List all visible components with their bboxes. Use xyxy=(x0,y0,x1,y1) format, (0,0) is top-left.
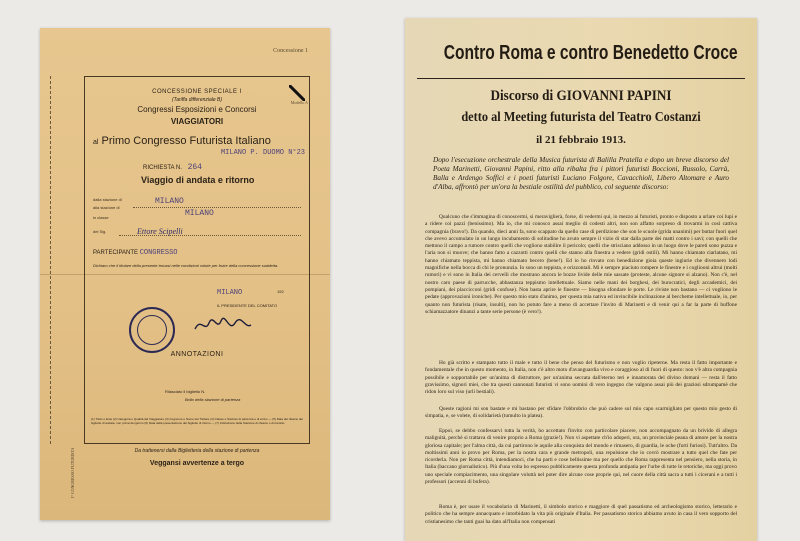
speech-author: Discorso di GIOVANNI PAPINI xyxy=(490,88,672,104)
issue-year: 192 xyxy=(277,289,284,294)
right-document-manifesto xyxy=(405,18,757,541)
speech-venue: detto al Meeting futurista del Teatro Costanzi xyxy=(461,110,701,125)
corner-code: Concessione 1 xyxy=(273,48,308,54)
travellers-heading: VIAGGIATORI xyxy=(170,117,224,126)
intro-paragraph: Dopo l'esecuzione orchestrale della Musica futurista di Balilla Pratella e dopo un breve discorso del Poeta Marinetti, Giovanni Papini, ritto alla ribalta fra i pittori futuristi Boccioni, Russolo, Carrà, Balla e Ardengo Soffici e i poeti futuristi Luciano Folgore, Cavacchioli, Libero Altomare e Auro d'Alba, affrontò per un'ora la bestiale ostilità del pubblico, col seguente discorso: xyxy=(433,156,729,191)
issue-place: MILANO xyxy=(217,289,243,297)
see-notes-overleaf: Veggansi avvertenze a tergo xyxy=(149,460,245,467)
request-number xyxy=(143,163,367,172)
request-label: RICHIESTA N. xyxy=(143,165,182,171)
event-prefix: al xyxy=(93,139,99,146)
dotted-line xyxy=(133,207,301,208)
perforation-line xyxy=(50,76,52,444)
speech-date: il 21 febbraio 1913. xyxy=(536,134,626,146)
journey-type: Viaggio di andata e ritorno xyxy=(141,175,255,185)
tariff-label: (Tariffa differenziale B) xyxy=(171,97,223,103)
concession-heading: CONCESSIONE SPECIALE I xyxy=(152,89,242,95)
address-stamp: MILANO P. DUOMO N°23 xyxy=(220,149,305,157)
request-value: 264 xyxy=(187,163,202,172)
congress-heading: Congressi Esposizioni e Concorsi xyxy=(137,105,257,114)
corner-model: Modello A xyxy=(290,100,308,105)
body-paragraph: Eppoi, se debbo confessarvi tutta la verità, ho accettato l'invito con particolare piacere, non accompagnato da un brivido di allegra malignità, perchè si trattava di venire proprio a Roma (grazie!). Non vi aspettate ch'io adoperi, ora, un provinciale peana di amore per la nostra gloriosa capitale; per l'alma città, da cui partirono le aquile alla conquista del mondo e rimasero, di guardia, le oche (forti furiosi). Tutt'altro. Da moltissimi anni io provo per Roma, per la nostra cara e grande metropoli, una repulsione che io covrò mostrare a tutto quel che fate per ricorderla. Non per Roma città, intendiamoci, che ha parti e cose bellissime ma per quello che Roma rappresenta nel pensiero, nella storia, in Italia (baccano giornalistico). Più d'una volta ho espresso pubblicamente questa profonda antipatia per l'urbe di tutte le retoriche, ma oggi provo uno speciale compiacimento, una singolare voluttà nel poter dire alcune cose proprie qui, nel cuore della città sacra a tutti i cicerani e a tutti i professori (accenni di bufera). xyxy=(425,428,737,486)
footnote-text: (1) Titolo o Ente (2) Categoria o Qualità del Viaggiatore (3) Cognome e Nome del Titolare (4) Classe e Stazioni di partenza e di arrivo — (5) Data del rilascio del biglietto di andata, non prima del giorno (6) Data della presentazione del biglietto di ritorno — (7) Indicazione della Stazione di rilascio o di transito. xyxy=(91,417,303,425)
left-document-congress-pass xyxy=(40,28,330,520)
congress-round-stamp xyxy=(129,307,175,353)
body-paragraph: Qualcuno che s'immagina di conoscermi, si meraviglierà, forse, di vedermi qui, in mezzo ai futuristi, pronto e disposto a urlare coi lupi e a ridere coi pazzi (benissimo). Ma io, che mi conosco assai meglio di codesti altri, non son affatto sorpreso di trovarmi in così cattiva compagnia (bravo!). Da quando, dieci anni fa, sono scappato da quello case di perdizione che son le scuole (grida unanimi) per buttar fuori quel che avevo accumulato in un lungo incubamento di solitudine ho avuto sempre il vizio di star dalla parte dei matti contro i savi; con quelli che mettono il campo a rumore contro quelli che vogliono stabilire il pericolo; quelli che strisciano addosso in un luogo dove le pareti sono puzza e l'aria non si muove; che hanno fatto a cazzotti contro quelli che stanno alla finestra a vedere (gridi ostili). Mi hanno chiamato ciarlatano, mi hanno chiamato teppista, mi hanno chiamato becero (bene!). Ed io ho rinvato con benedizione gioia queste ingiurie che divennero lodi magnifiche nella bocca di chi le pronunzia. Io sono un teppista, e orizzontali. Mi è sempre piaciuto rompere le finestre e i cogliooni altrui (molti rumori) e vi sono in Italia dei cervelli che mostrano ancora le bozze livide delle mie sassate (proteste, alcune signore si alzano). Non c'è, nel nostro caro paese di parrucche, abbastanza teppismo intellettuale. Siamo nelle mani dei borghesi, dei burocratici, degli accademici, dei pompiani, dei placcicconi (gridi confuse). Non basta aprire le finestre — bisogna sfondare le porte. Le riviste non bastano — ci vogliono le pedate (approvazioni ironiche). Per questo mio stato d'animo, per questa mia nativa ed invincibile inclinazione al beccheme intellettuale, io, per quanto non futurista (risate, insulti), non ho potuto fare a meno di accettare l'invito di Marinetti e di venir qui a far la parte di buffone schiamazzatore dinanzi a tante serie persone (è vero!). xyxy=(425,214,737,315)
body-paragraph: Roma è, per usare il vocabolario di Marinetti, il simbolo storico e maggiore di quel passatismo ed archeologismo storico, letterario e politico che ha sempre annacquato e intorbidato la vita più originale d'Italia. Per passatismo storico abbiamo avuto in casa il vero sopporto del cristianesimo che tanti guai ha dato all'Italia non compensati xyxy=(425,504,737,525)
field-to-station: alla stazione di xyxy=(93,205,120,210)
ticket-frame xyxy=(84,76,310,444)
title-rule xyxy=(417,78,745,79)
ticket-issued-label: Rilasciato il biglietto N. xyxy=(165,389,206,394)
event-name xyxy=(93,135,317,147)
stub-stamp-text: I° CONGRESSO FUTURISTA xyxy=(70,447,75,498)
field-name: del Sig. xyxy=(93,229,107,234)
from-station-value: MILANO xyxy=(155,197,184,206)
event-title: Primo Congresso Futurista Italiano xyxy=(101,135,271,147)
field-class: in classe xyxy=(93,215,109,220)
body-paragraph: Queste ragioni mi son bastate e mi bastano per sfidare l'obbrobrio che può cadere sul mio capo scarmigliato per questo mio gesto di simpatia, e, se volete, di solidarietà (tumulto in platea). xyxy=(425,406,737,420)
president-label: IL PRESIDENTE DEL COMITATO xyxy=(217,303,278,308)
to-station-value: MILANO xyxy=(185,209,214,218)
declaration-text: Dichiaro che il titolare della presente trovasi nelle condizioni volute per fruire della concessione suddetta. xyxy=(93,263,279,268)
participant-label: PARTECIPANTE xyxy=(93,250,139,256)
field-from-station: dalla stazione di xyxy=(93,197,122,202)
manifesto-title: Contro Roma e contro Benedetto Croce xyxy=(443,42,738,64)
president-signature xyxy=(193,315,253,335)
participant-value: CONGRESSO xyxy=(139,249,178,257)
participant-line xyxy=(93,249,178,257)
passenger-name: Ettore Scipelli xyxy=(137,227,183,236)
retain-notice: Da trattenersi dalla Biglietteria della stazione di partenza xyxy=(134,448,260,454)
annotations-heading: ANNOTAZIONI xyxy=(170,351,224,358)
body-paragraph: Ho già scritto e stampato tutto il male e tutto il bene che penso del futurismo e non voglio ripeterne. Ma resta il fatto importante e fondamentale che in questo momento, in Italia, non c'è altro moto d'avanguardia vivo e coraggioso al di fuori di questo: non v'è altra compagnia possibile e sopportabile per un'anima di distruttore, per un'anima seccata dall'eterno teri e innamorata del divino domani — resta il fatto gravissimo, signori miei, che tra questi cannonati futuristi vi sono uomini di vero ingegno che valgono assai più dei graziosi sdrumpamè che ridon loro sul viso (urli bestiali). xyxy=(425,360,737,396)
station-stamp-label: Bollo della stazione di partenza xyxy=(185,397,241,402)
